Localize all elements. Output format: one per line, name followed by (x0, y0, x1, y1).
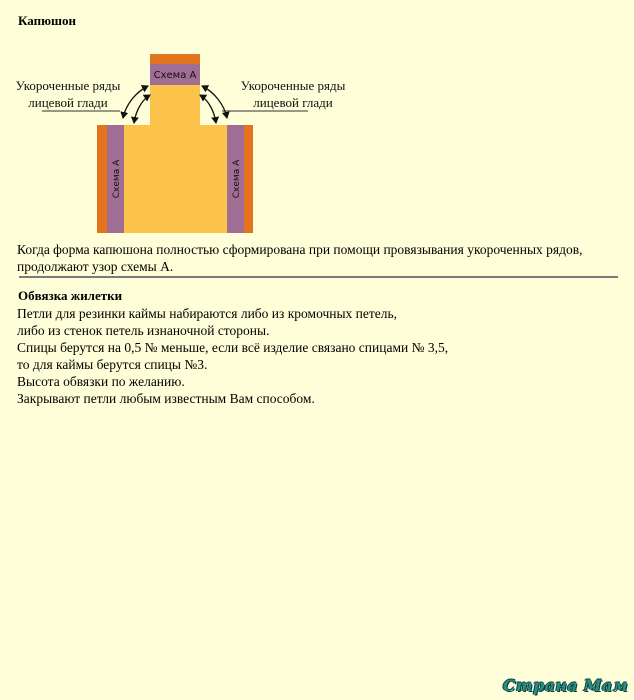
text-line: Закрывают петли любым известным Вам способом. (17, 391, 315, 406)
right-edge-band (244, 125, 253, 233)
left-edge-band (97, 125, 107, 233)
scheme-label-left: Схема А (112, 159, 122, 199)
arrow-right-inner (200, 95, 216, 123)
scheme-label-top: Схема А (153, 70, 197, 81)
label-left-line2: лицевой глади (28, 95, 108, 110)
site-watermark-logo: Страна Мам (502, 676, 628, 695)
text-line: Спицы берутся на 0,5 № меньше, если всё изделие связано спицами № 3,5, (17, 340, 449, 355)
scheme-label-right: Схема А (232, 159, 242, 199)
text-line: Петли для резинки каймы набираются либо из кромочных петель, (17, 306, 398, 321)
hood-diagram (0, 40, 400, 240)
arrow-left-inner (134, 95, 150, 123)
text-line: Высота обвязки по желанию. (17, 374, 185, 389)
vest-edging-text (17, 305, 617, 407)
text-line: то для каймы берутся спицы №3. (17, 357, 208, 372)
top-edge-band (150, 54, 200, 64)
section-divider (19, 276, 618, 278)
label-left-line1: Укороченные ряды (15, 78, 121, 93)
section-title-vest-edging: Обвязка жилетки (18, 288, 123, 303)
section-title-hood: Капюшон (18, 13, 76, 28)
arrow-right-outer (202, 86, 227, 118)
hood-paragraph: Когда форма капюшона полностью сформирована при помощи провязывания укороченных рядов, продолжают узор схемы А. (17, 242, 583, 274)
text-line: либо из стенок петель изнаночной стороны. (17, 323, 270, 338)
label-right-line1: Укороченные ряды (240, 78, 346, 93)
top-body (150, 85, 200, 127)
label-right-line2: лицевой глади (253, 95, 333, 110)
arrow-left-outer (123, 86, 148, 118)
